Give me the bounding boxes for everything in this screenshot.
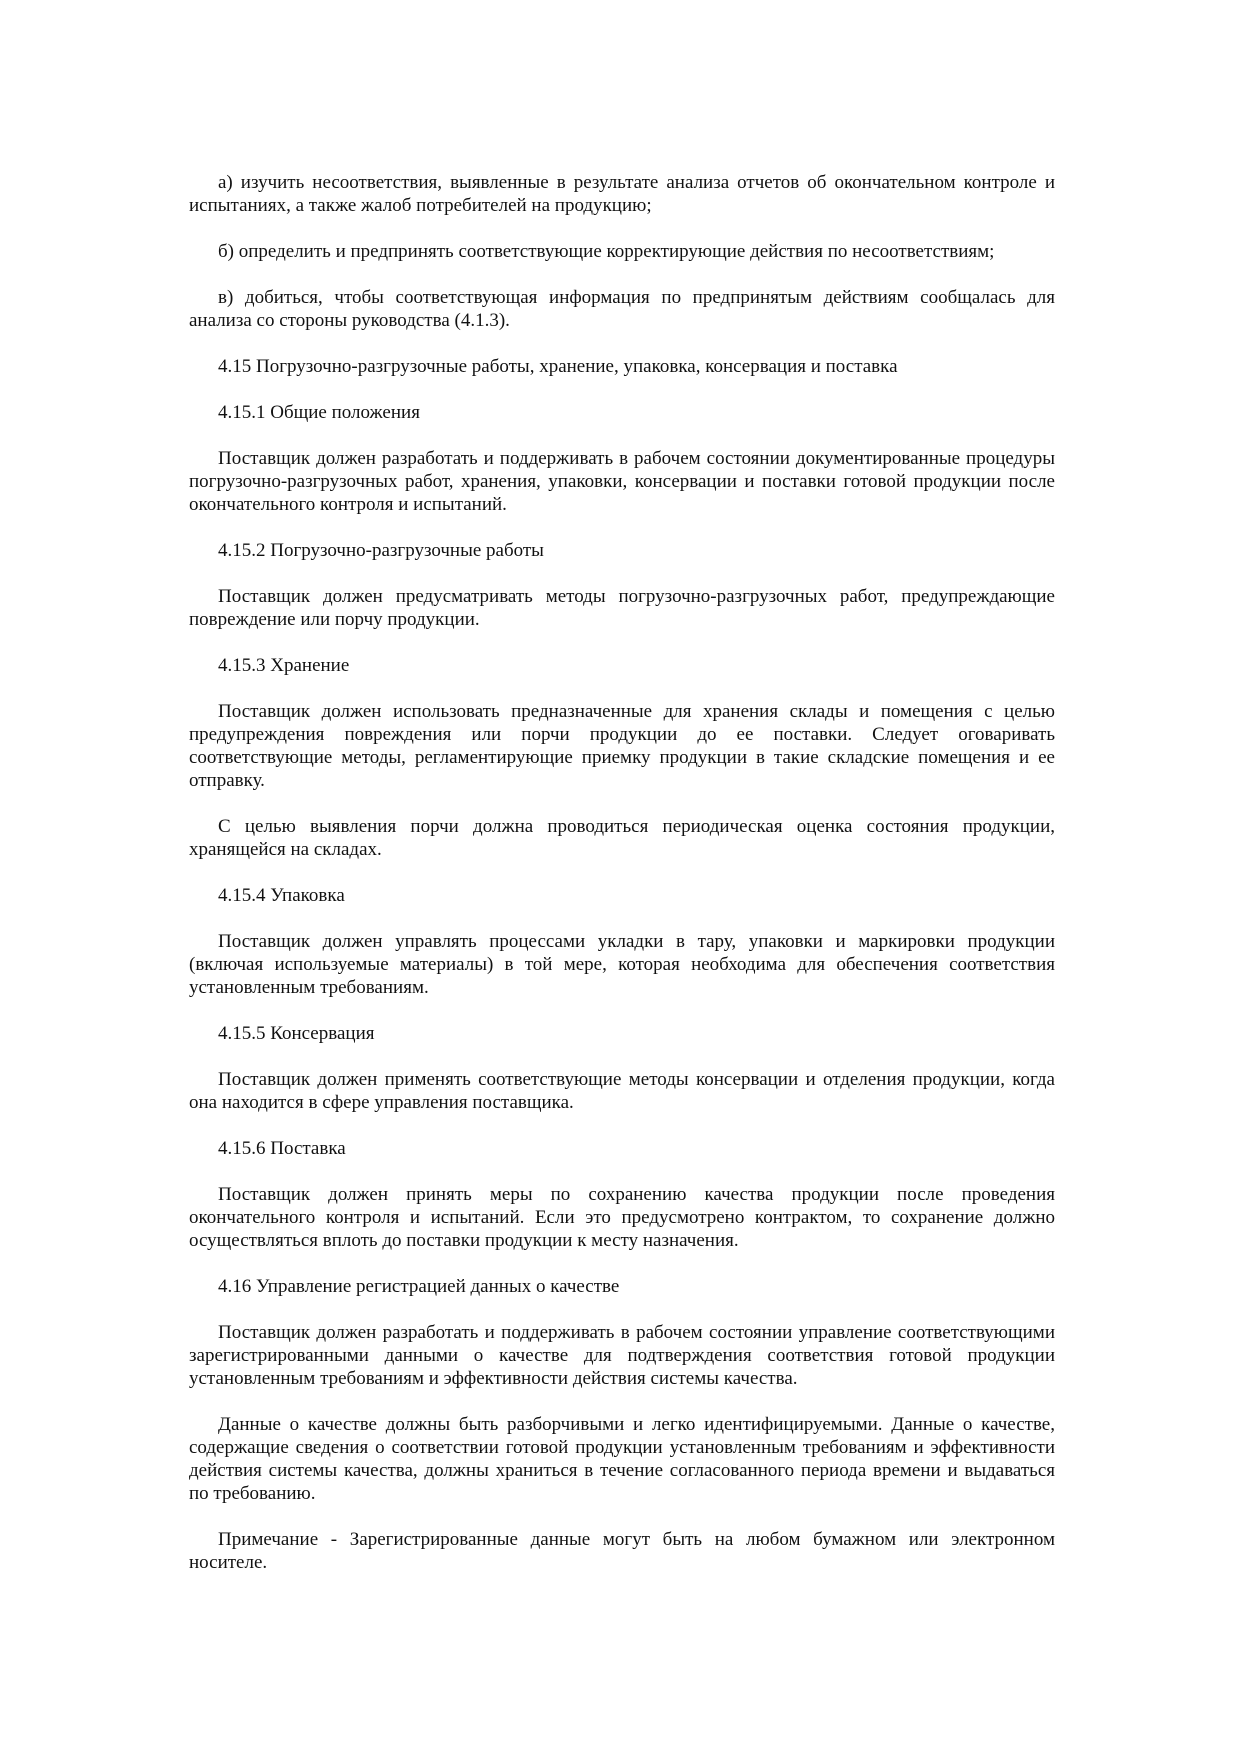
section-4-15-1-body: Поставщик должен разработать и поддерживать в рабочем состоянии документированные процедуры погрузочно-разгрузочных работ, хранения, упаковки, консервации и поставки готовой продукции после окончательного контроля и испытаний. <box>189 448 1055 515</box>
section-4-15-4-heading: 4.15.4 Упаковка <box>218 885 345 906</box>
section-4-16-body-2: Данные о качестве должны быть разборчивыми и легко идентифицируемыми. Данные о качестве, содержащие сведения о соответствии готовой продукции установленным требованиям и эффективности действия системы качества, должны храниться в течение согласованного периода времени и выдаваться по требованию. <box>189 1414 1055 1504</box>
section-4-15-6-heading: 4.15.6 Поставка <box>218 1138 346 1159</box>
section-4-15-2-heading: 4.15.2 Погрузочно-разгрузочные работы <box>218 540 544 561</box>
note: Примечание - Зарегистрированные данные могут быть на любом бумажном или электронном носителе. <box>189 1529 1055 1573</box>
item-c: в) добиться, чтобы соответствующая информация по предпринятым действиям сообщалась для анализа со стороны руководства (4.1.3). <box>189 287 1055 331</box>
section-4-15-4-body: Поставщик должен управлять процессами укладки в тару, упаковки и маркировки продукции (включая используемые материалы) в той мере, которая необходима для обеспечения соответствия установленным требованиям. <box>189 931 1055 998</box>
item-b: б) определить и предпринять соответствующие корректирующие действия по несоответствиям; <box>218 241 995 262</box>
section-4-15-3-body-1: Поставщик должен использовать предназначенные для хранения склады и помещения с целью предупреждения повреждения или порчи продукции до ее поставки. Следует оговаривать соответствующие методы, регламентирующие приемку продукции в такие складские помещения и ее отправку. <box>189 701 1055 791</box>
section-4-15-heading: 4.15 Погрузочно-разгрузочные работы, хранение, упаковка, консервация и поставка <box>218 356 898 377</box>
section-4-15-3-body-2: С целью выявления порчи должна проводиться периодическая оценка состояния продукции, хранящейся на складах. <box>189 816 1055 860</box>
item-a: а) изучить несоответствия, выявленные в результате анализа отчетов об окончательном контроле и испытаниях, а также жалоб потребителей на продукцию; <box>189 172 1055 216</box>
section-4-15-1-heading: 4.15.1 Общие положения <box>218 402 420 423</box>
section-4-15-2-body: Поставщик должен предусматривать методы погрузочно-разгрузочных работ, предупреждающие повреждение или порчу продукции. <box>189 586 1055 630</box>
section-4-15-5-heading: 4.15.5 Консервация <box>218 1023 375 1044</box>
section-4-15-6-body: Поставщик должен принять меры по сохранению качества продукции после проведения окончательного контроля и испытаний. Если это предусмотрено контрактом, то сохранение должно осуществляться вплоть до поставки продукции к месту назначения. <box>189 1184 1055 1251</box>
section-4-15-5-body: Поставщик должен применять соответствующие методы консервации и отделения продукции, когда она находится в сфере управления поставщика. <box>189 1069 1055 1113</box>
section-4-15-3-heading: 4.15.3 Хранение <box>218 655 350 676</box>
section-4-16-heading: 4.16 Управление регистрацией данных о качестве <box>218 1276 620 1297</box>
document-page <box>189 171 1055 1597</box>
section-4-16-body-1: Поставщик должен разработать и поддерживать в рабочем состоянии управление соответствующими зарегистрированными данными о качестве для подтверждения соответствия готовой продукции установленным требованиям и эффективности действия системы качества. <box>189 1322 1055 1389</box>
